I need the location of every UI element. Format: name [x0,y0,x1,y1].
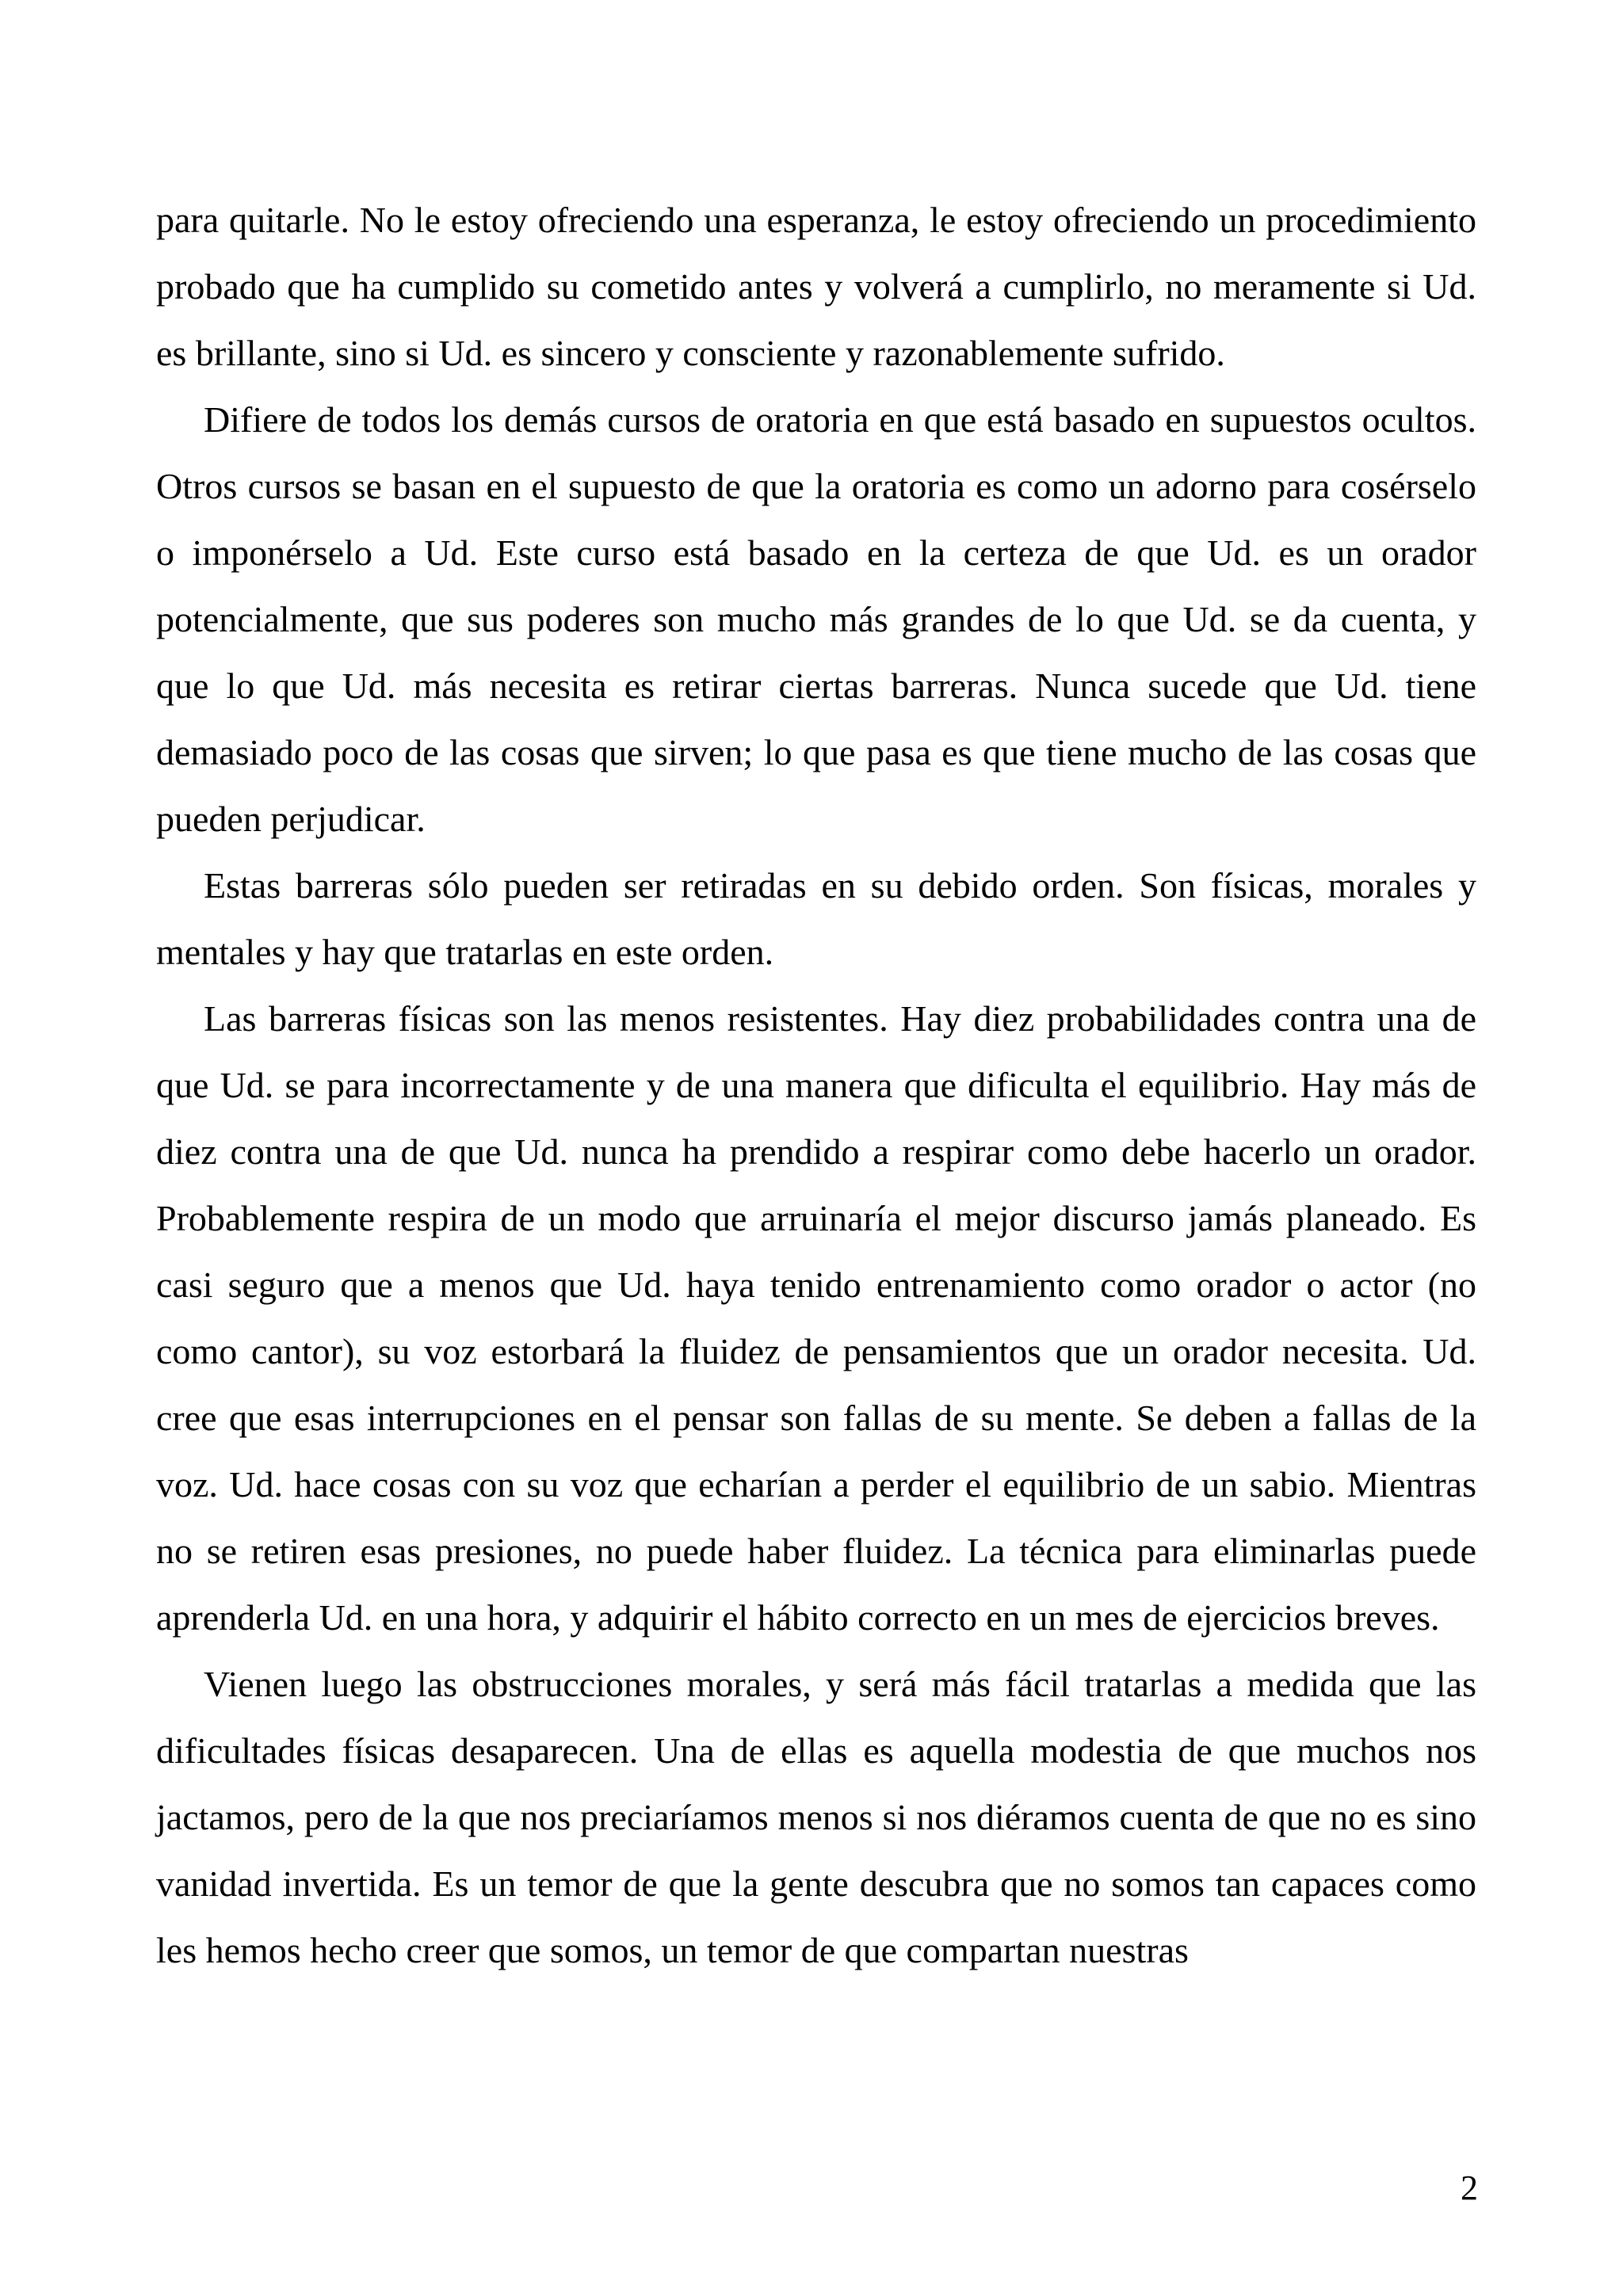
paragraph-5: Vienen luego las obstrucciones morales, y será más fácil tratarlas a medida que las dificultades físicas desaparecen. Una de ellas es aquella modestia de que muchos nos jactamos, pero de la que nos preciaríamos menos si nos diéramos cuenta de que no es sino vanidad invertida. Es un temor de que la gente descubra que no somos tan capaces como les hemos hecho creer que somos, un temor de que compartan nuestras [156,1664,1476,1970]
paragraph-4: Las barreras físicas son las menos resistentes. Hay diez probabilidades contra una de que Ud. se para incorrectamente y de una manera que dificulta el equilibrio. Hay más de diez contra una de que Ud. nunca ha prendido a respirar como debe hacerlo un orador. Probablemente respira de un modo que arruinaría el mejor discurso jamás planeado. Es casi seguro que a menos que Ud. haya tenido entrenamiento como orador o actor (no como cantor), su voz estorbará la fluidez de pensamientos que un orador necesita. Ud. cree que esas interrupciones en el pensar son fallas de su mente. Se deben a fallas de la voz. Ud. hace cosas con su voz que echarían a perder el equilibrio de un sabio. Mientras no se retiren esas presiones, no puede haber fluidez. La técnica para eliminarlas puede aprenderla Ud. en una hora, y adquirir el hábito correcto en un mes de ejercicios breves. [156,998,1476,1638]
paragraph-2: Difiere de todos los demás cursos de oratoria en que está basado en supuestos ocultos. Otros cursos se basan en el supuesto de que la oratoria es como un adorno para cosérselo o imponérselo a Ud. Este curso está basado en la certeza de que Ud. es un orador potencialmente, que sus poderes son mucho más grandes de lo que Ud. se da cuenta, y que lo que Ud. más necesita es retirar ciertas barreras. Nunca sucede que Ud. tiene demasiado poco de las cosas que sirven; lo que pasa es que tiene mucho de las cosas que pueden perjudicar. [156,399,1476,839]
page-number: 2 [1461,2168,1478,2207]
paragraph-3: Estas barreras sólo pueden ser retiradas en su debido orden. Son físicas, morales y mentales y hay que tratarlas en este orden. [156,865,1476,972]
body-text [156,187,1476,1984]
paragraph-1: para quitarle. No le estoy ofreciendo una esperanza, le estoy ofreciendo un procedimiento probado que ha cumplido su cometido antes y volverá a cumplirlo, no meramente si Ud. es brillante, sino si Ud. es sincero y consciente y razonablemente sufrido. [156,200,1476,373]
